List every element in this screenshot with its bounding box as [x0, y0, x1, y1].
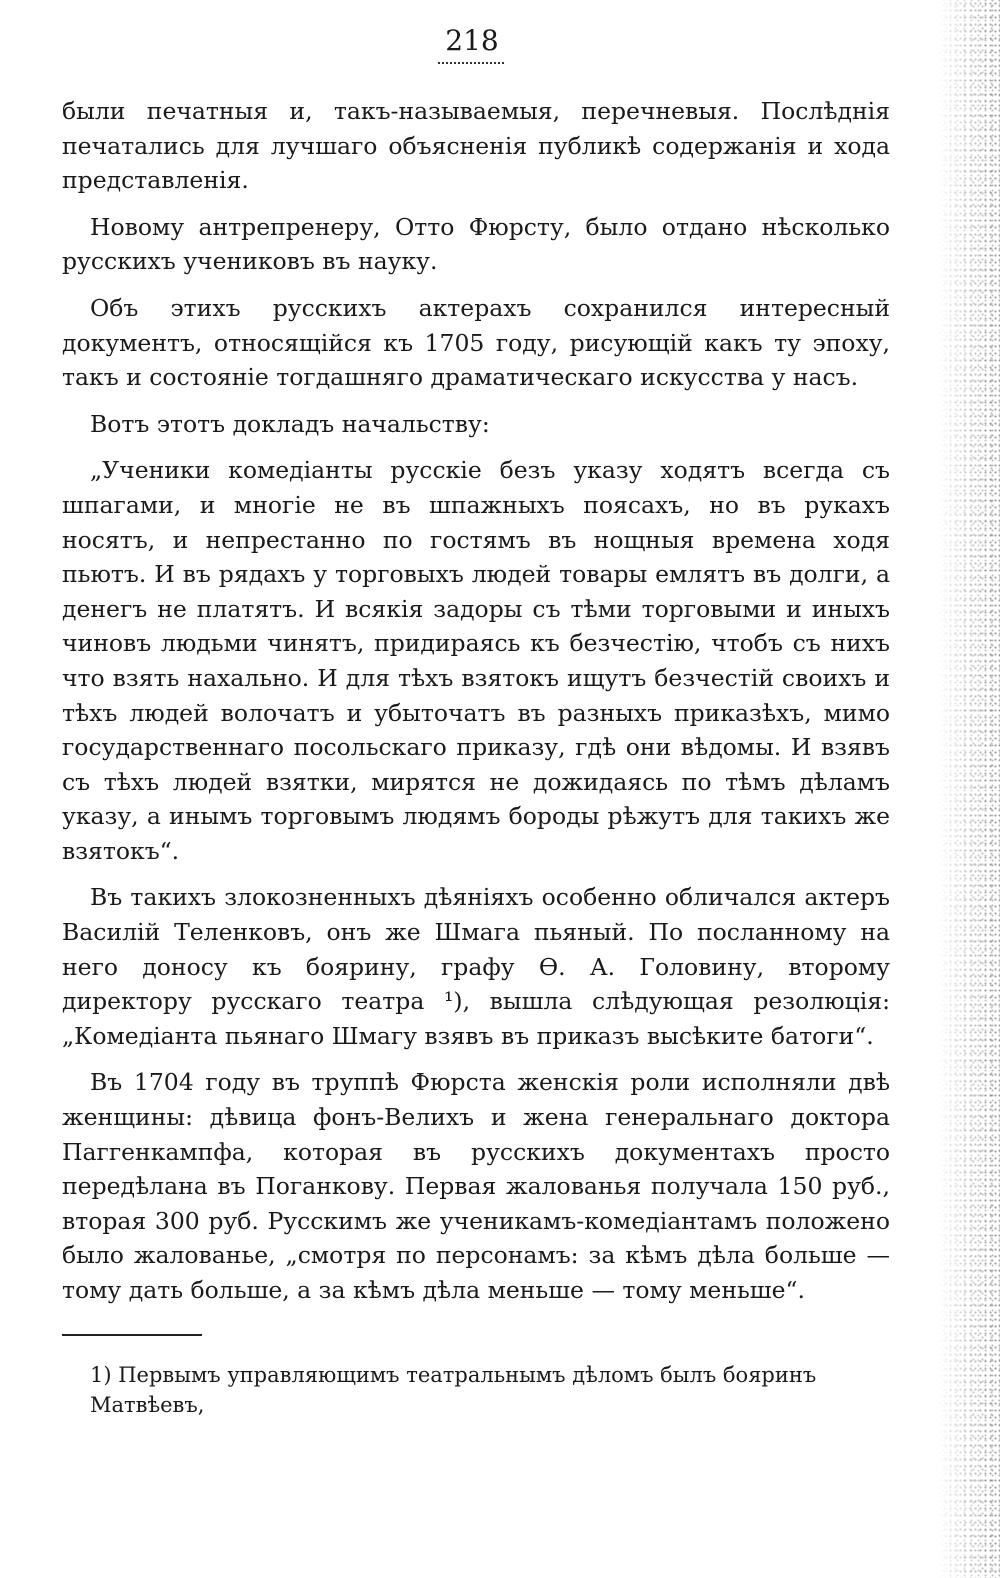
quoted-report-paragraph: „Ученики комедіанты русскіе безъ указу ходятъ всегда съ шпагами, и многіе не въ шпажныхъ поясахъ, но въ рукахъ носятъ, и непрестанно по гостямъ въ нощныя времена ходя пьютъ. И въ рядахъ у торговыхъ людей товары емлятъ въ долги, а денегъ не платятъ. И всякія задоры съ тѣми торговыми и иныхъ чиновъ людьми чинятъ, придираясь къ безчестію, чтобъ съ нихъ что взять нахально. И для тѣхъ взятокъ ищутъ безчестій своихъ и тѣхъ людей волочатъ и убыточатъ въ разныхъ приказѣхъ, мимо государственнаго посольскаго приказу, гдѣ они вѣдомы. И взявъ съ тѣхъ людей взятки, мирятся не дожидаясь по тѣмъ дѣламъ указу, а инымъ торговымъ людямъ бороды рѣжутъ для такихъ же взятокъ“.: [62, 456, 890, 865]
paragraph: Объ этихъ русскихъ актерахъ сохранился интересный документъ, относящійся къ 1705 году, рисующій какъ ту эпоху, такъ и состояніе тогдашняго драматическаго искусства у насъ.: [62, 293, 890, 392]
footnote-separator: [62, 1334, 202, 1336]
paragraph: Новому антрепренеру, Отто Фюрсту, было отдано нѣсколько русскихъ учениковъ въ науку.: [62, 212, 890, 276]
page-number: 218: [445, 24, 499, 57]
page-number-underline: [438, 62, 504, 64]
paragraph: были печатныя и, такъ-называемыя, перечневыя. Послѣднія печатались для лучшаго объясненія публикѣ содержанія и хода представленія.: [62, 97, 890, 195]
paragraph: Въ такихъ злокозненныхъ дѣяніяхъ особенно обличался актеръ Василій Теленковъ, онъ же Шмага пьяный. По посланному на него доносу къ боярину, графу Ѳ. А. Головину, второму директору русскаго театра ¹), вышла слѣдующая резолюція: „Комедіанта пьянаго Шмагу взявъ въ приказъ высѣките батоги“.: [62, 883, 890, 1050]
body-text: [62, 94, 890, 1320]
paragraph: Вотъ этотъ докладъ начальству:: [90, 409, 490, 438]
footnote: 1) Первымъ управляющимъ театральнымъ дѣломъ былъ бояринъ Матвѣевъ,: [90, 1363, 817, 1417]
scan-edge-fade: [938, 0, 1000, 1578]
paragraph: Въ 1704 году въ труппѣ Фюрста женскія роли исполняли двѣ женщины: дѣвица фонъ-Велихъ и жена генеральнаго доктора Паггенкампфа, которая въ русскихъ документахъ просто передѣлана въ Поганкову. Первая жалованья получала 150 руб., вторая 300 руб. Русскимъ же ученикамъ-комедіантамъ положено было жалованье, „смотря по персонамъ: за кѣмъ дѣла больше — тому дать больше, а за кѣмъ дѣла меньше — тому меньше“.: [62, 1068, 890, 1304]
